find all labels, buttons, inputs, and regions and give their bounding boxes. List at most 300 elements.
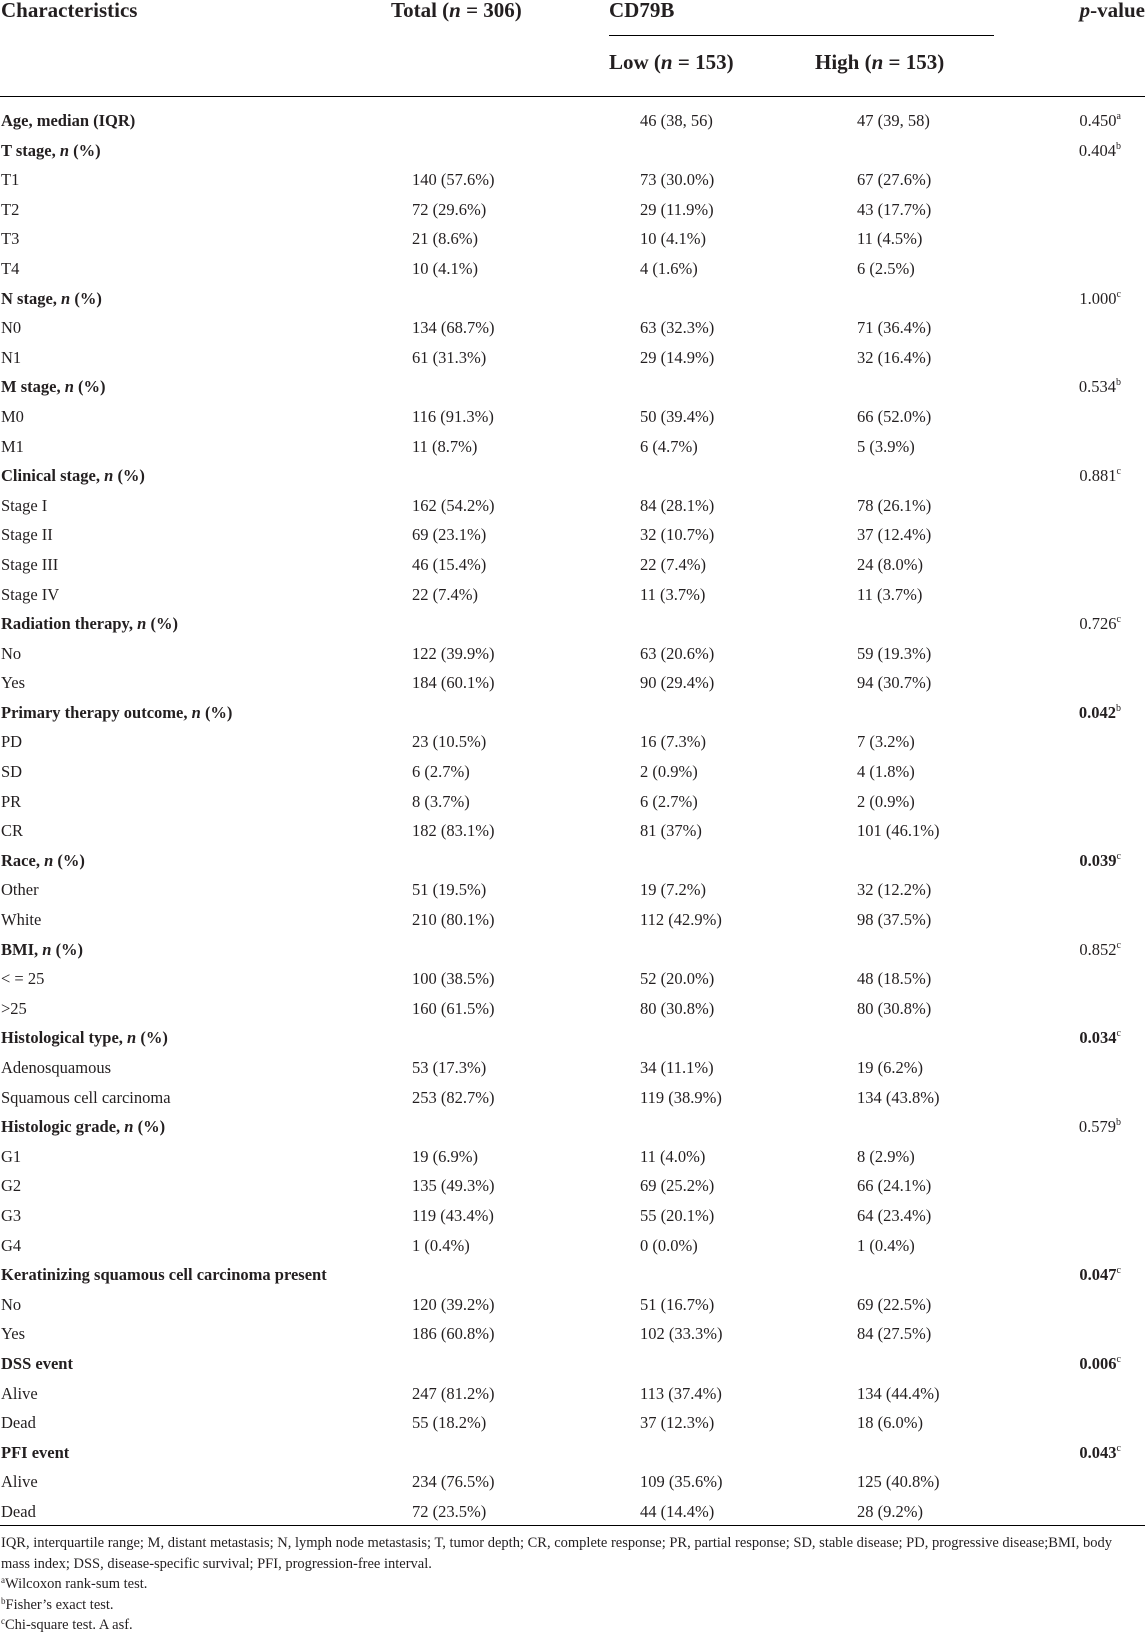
- pvalue-cell: [1079, 372, 1121, 402]
- total-cell: 1 (0.4%): [412, 1235, 470, 1255]
- pvalue-text: 0.881: [1079, 466, 1117, 486]
- row-label-text: G2: [1, 1176, 22, 1196]
- high-cell: 6 (2.5%): [857, 258, 915, 278]
- low-cell: 84 (28.1%): [640, 495, 715, 515]
- row-label: [1, 491, 47, 521]
- pvalue-cell: [1079, 106, 1121, 136]
- high-cell: 47 (39, 58): [857, 111, 930, 130]
- category-row: [0, 698, 1145, 728]
- table-row: [0, 1171, 1145, 1201]
- low-cell: 51 (16.7%): [640, 1294, 715, 1314]
- low-cell: 69 (25.2%): [640, 1176, 715, 1196]
- category-row: [0, 1112, 1145, 1142]
- row-label: [1, 461, 145, 491]
- low-cell: 29 (11.9%): [640, 199, 714, 219]
- row-label-suffix: (%): [133, 1117, 166, 1137]
- table-row: [0, 195, 1145, 225]
- category-row: [0, 461, 1145, 491]
- total-cell: 53 (17.3%): [412, 1058, 487, 1077]
- high-cell: 19 (6.2%): [857, 1058, 923, 1077]
- row-label-text: G4: [1, 1235, 22, 1255]
- category-row: [0, 609, 1145, 639]
- pvalue-cell: [1079, 1112, 1121, 1142]
- row-label: [1, 935, 83, 965]
- row-label-text: T1: [1, 170, 20, 190]
- pvalue-footnote-marker: c: [1116, 466, 1121, 478]
- row-label-n: n: [59, 140, 70, 160]
- row-label-text: No: [1, 643, 22, 663]
- category-row: [0, 935, 1145, 965]
- low-cell: 22 (7.4%): [640, 554, 706, 574]
- category-row: [0, 284, 1145, 314]
- high-cell: 125 (40.8%): [857, 1472, 940, 1492]
- table-row: [0, 165, 1145, 195]
- high-cell: 80 (30.8%): [857, 998, 932, 1018]
- row-label-text: N1: [1, 347, 22, 367]
- row-label: [1, 195, 19, 225]
- pvalue-text: 0.006: [1079, 1353, 1117, 1373]
- row-label: [1, 343, 21, 373]
- footnote-c-marker: c: [1, 1616, 5, 1626]
- table-footnotes: [1, 1533, 1131, 1636]
- row-label: [1, 846, 85, 876]
- row-label-text: Squamous cell carcinoma: [1, 1087, 171, 1107]
- table-row: [0, 875, 1145, 905]
- pvalue-footnote-marker: c: [1116, 1265, 1121, 1277]
- row-label-suffix: (%): [53, 850, 85, 870]
- footnote-abbreviations: IQR, interquartile range; M, distant metastasis; N, lymph node metastasis; T, tumor depth; CR, complete response; PR, partial response; SD, stable disease; PD, progressive disease;BMI, body mass index; DSS, disease-specific survival; PFI, progression-free interval.: [1, 1535, 1112, 1572]
- row-label-text: No: [1, 1294, 22, 1314]
- row-label-text: N stage,: [1, 288, 62, 308]
- row-label: [1, 609, 178, 639]
- high-cell: 64 (23.4%): [857, 1205, 932, 1225]
- high-cell: 71 (36.4%): [857, 318, 932, 338]
- high-cell: 11 (3.7%): [857, 584, 923, 604]
- row-label: [1, 432, 24, 462]
- row-label: [1, 1171, 21, 1201]
- low-cell: 34 (11.1%): [640, 1058, 714, 1077]
- low-cell: 0 (0.0%): [640, 1235, 698, 1255]
- pvalue-text: 0.726: [1079, 614, 1117, 634]
- row-label: [1, 520, 53, 550]
- total-cell: 100 (38.5%): [412, 969, 495, 989]
- row-label-text: DSS event: [1, 1353, 73, 1373]
- pvalue-cell: [1079, 935, 1121, 965]
- category-row: [0, 1023, 1145, 1053]
- row-label-text: Alive: [1, 1383, 38, 1403]
- table-bottom-rule: [0, 1525, 1145, 1526]
- row-label: [1, 757, 22, 787]
- low-cell: 37 (12.3%): [640, 1413, 715, 1433]
- row-label: [1, 1083, 171, 1113]
- row-label-text: G3: [1, 1205, 22, 1225]
- total-cell: 234 (76.5%): [412, 1472, 495, 1492]
- table-row: [0, 964, 1145, 994]
- row-label-text: Stage III: [1, 554, 59, 574]
- high-cell: 32 (12.2%): [857, 880, 932, 900]
- row-label: [1, 1319, 25, 1349]
- row-label: [1, 1231, 21, 1261]
- table-row: [0, 343, 1145, 373]
- table-row: [0, 905, 1145, 935]
- row-label-suffix: (%): [51, 939, 84, 959]
- header-cd79b: [609, 0, 674, 23]
- pvalue-text: 0.404: [1078, 140, 1116, 160]
- row-label: [1, 787, 21, 817]
- low-cell: 44 (14.4%): [640, 1501, 715, 1521]
- pvalue-footnote-marker: c: [1116, 288, 1121, 300]
- pvalue-cell: [1079, 609, 1121, 639]
- header-low-n: n: [660, 50, 673, 74]
- table-row: [0, 757, 1145, 787]
- low-cell: 113 (37.4%): [640, 1383, 722, 1403]
- row-label: [1, 875, 39, 905]
- category-row: [0, 1349, 1145, 1379]
- row-label-text: T stage,: [1, 140, 60, 160]
- row-label: [1, 964, 44, 994]
- table-row: [0, 1290, 1145, 1320]
- row-label-text: T2: [1, 199, 20, 219]
- total-cell: 135 (49.3%): [412, 1176, 495, 1196]
- header-pvalue-p: p: [1079, 0, 1091, 22]
- low-cell: 19 (7.2%): [640, 880, 706, 900]
- row-label-suffix: (%): [70, 288, 102, 308]
- table-row: [0, 491, 1145, 521]
- pvalue-text: 0.579: [1078, 1117, 1116, 1137]
- row-label-suffix: (%): [69, 140, 101, 160]
- table-row: [0, 816, 1145, 846]
- pvalue-cell: [1079, 461, 1121, 491]
- row-label: [1, 224, 19, 254]
- total-cell: 247 (81.2%): [412, 1383, 495, 1403]
- row-label: [1, 698, 232, 728]
- table-row: [0, 1497, 1145, 1527]
- total-cell: 140 (57.6%): [412, 170, 495, 190]
- footnote-a-text: Wilcoxon rank-sum test.: [5, 1576, 148, 1592]
- table-row: [0, 224, 1145, 254]
- header-pvalue-suffix: -value: [1090, 0, 1145, 22]
- category-row: [0, 846, 1145, 876]
- row-label: [1, 1467, 38, 1497]
- table-row: [0, 1467, 1145, 1497]
- header-characteristics: [1, 0, 137, 23]
- row-label-text: Race,: [1, 850, 45, 870]
- high-cell: 18 (6.0%): [857, 1413, 923, 1433]
- header-low-prefix: Low (: [609, 50, 661, 74]
- pvalue-cell: [1079, 1023, 1121, 1053]
- low-cell: 109 (35.6%): [640, 1472, 723, 1492]
- high-cell: 37 (12.4%): [857, 525, 932, 545]
- row-label: [1, 816, 23, 846]
- table-row: [0, 1083, 1145, 1113]
- row-label: [1, 1408, 36, 1438]
- total-cell: 120 (39.2%): [412, 1294, 495, 1314]
- pvalue-cell: [1079, 1260, 1121, 1290]
- row-label-text: Alive: [1, 1472, 38, 1492]
- high-cell: 8 (2.9%): [857, 1146, 915, 1166]
- row-label: [1, 1260, 327, 1290]
- row-label-text: < = 25: [1, 969, 45, 989]
- row-label-text: Primary therapy outcome,: [1, 702, 192, 722]
- row-label: [1, 905, 41, 935]
- total-cell: 134 (68.7%): [412, 318, 495, 338]
- high-cell: 66 (52.0%): [857, 406, 932, 426]
- row-label: [1, 372, 106, 402]
- pvalue-text: 0.042: [1078, 702, 1116, 722]
- header-pvalue: [1080, 0, 1145, 23]
- total-cell: 182 (83.1%): [412, 821, 495, 841]
- row-label: [1, 1201, 21, 1231]
- table-row: [0, 1379, 1145, 1409]
- row-label-text: PD: [1, 732, 23, 752]
- category-row: [0, 1438, 1145, 1468]
- cd79b-underline: [609, 35, 994, 36]
- high-cell: 28 (9.2%): [857, 1501, 923, 1521]
- table-row: [0, 639, 1145, 669]
- pvalue-text: 0.034: [1079, 1028, 1117, 1048]
- pvalue-footnote-marker: b: [1116, 702, 1121, 714]
- row-label-text: >25: [1, 998, 27, 1018]
- low-cell: 55 (20.1%): [640, 1205, 715, 1225]
- low-cell: 4 (1.6%): [640, 258, 698, 278]
- total-cell: 51 (19.5%): [412, 880, 487, 900]
- row-label-text: BMI,: [1, 939, 43, 959]
- table-row: [0, 1319, 1145, 1349]
- high-cell: 94 (30.7%): [857, 673, 932, 693]
- footnote-b-marker: b: [1, 1595, 6, 1606]
- total-cell: 253 (82.7%): [412, 1087, 495, 1107]
- row-label-text: N0: [1, 318, 22, 338]
- row-label: [1, 402, 24, 432]
- table-row: [0, 668, 1145, 698]
- pvalue-footnote-marker: b: [1116, 140, 1121, 152]
- total-cell: 72 (23.5%): [412, 1501, 487, 1521]
- header-bottom-rule: [0, 96, 1145, 97]
- row-label-text: White: [1, 910, 42, 930]
- table-row: [0, 402, 1145, 432]
- row-label-text: M0: [1, 406, 24, 426]
- row-label-text: T4: [1, 258, 20, 278]
- pvalue-text: 0.047: [1079, 1265, 1117, 1285]
- row-label-text: T3: [1, 229, 20, 249]
- low-cell: 52 (20.0%): [640, 969, 715, 989]
- row-label-n: n: [137, 614, 147, 634]
- row-label-suffix: (%): [200, 702, 233, 722]
- row-label-text: SD: [1, 762, 23, 782]
- header-total: [391, 0, 522, 23]
- row-label-n: n: [44, 850, 54, 870]
- total-cell: 210 (80.1%): [412, 910, 495, 930]
- header-high-prefix: High (: [815, 50, 872, 74]
- high-cell: 2 (0.9%): [857, 791, 915, 811]
- low-cell: 63 (32.3%): [640, 318, 715, 338]
- footnote-a-marker: a: [1, 1575, 5, 1585]
- table-row: [0, 994, 1145, 1024]
- row-label: [1, 639, 21, 669]
- total-cell: 61 (31.3%): [412, 347, 487, 367]
- table-body: [0, 106, 1145, 1527]
- table-row: [0, 1201, 1145, 1231]
- row-label: [1, 254, 19, 284]
- pvalue-cell: [1079, 1438, 1121, 1468]
- table-row: [0, 727, 1145, 757]
- row-label-text: Stage I: [1, 495, 48, 515]
- low-cell: 80 (30.8%): [640, 998, 715, 1018]
- pvalue-text: 0.039: [1079, 850, 1117, 870]
- footnote-b-text: Fisher’s exact test.: [5, 1596, 114, 1613]
- row-label-suffix: (%): [73, 377, 106, 397]
- header-high-n: n: [871, 50, 884, 74]
- row-label-n: n: [64, 377, 74, 397]
- row-label-n: n: [191, 702, 201, 722]
- table-row: [0, 520, 1145, 550]
- pvalue-cell: [1079, 136, 1121, 166]
- low-cell: 6 (4.7%): [640, 436, 698, 456]
- row-label: [1, 1349, 73, 1379]
- row-label-text: Dead: [1, 1413, 36, 1433]
- low-cell: 112 (42.9%): [640, 910, 722, 930]
- row-label: [1, 550, 58, 580]
- low-cell: 63 (20.6%): [640, 643, 715, 663]
- total-cell: 46 (15.4%): [412, 554, 487, 574]
- high-cell: 66 (24.1%): [857, 1176, 932, 1196]
- header-total-prefix: Total (: [391, 0, 450, 22]
- footnote-b: [1, 1595, 1131, 1616]
- low-cell: 46 (38, 56): [640, 111, 713, 130]
- total-cell: 116 (91.3%): [412, 406, 494, 426]
- total-cell: 55 (18.2%): [412, 1413, 487, 1433]
- table-row: [0, 1231, 1145, 1261]
- row-label-text: Stage II: [1, 525, 53, 545]
- pvalue-text: 0.852: [1079, 939, 1117, 959]
- total-cell: 186 (60.8%): [412, 1324, 495, 1344]
- low-cell: 2 (0.9%): [640, 762, 698, 782]
- row-label: [1, 580, 59, 610]
- low-cell: 50 (39.4%): [640, 406, 715, 426]
- row-label-text: Keratinizing squamous cell carcinoma present: [1, 1265, 327, 1285]
- low-cell: 32 (10.7%): [640, 525, 715, 545]
- pvalue-footnote-marker: c: [1116, 614, 1121, 626]
- row-label-n: n: [127, 1028, 137, 1048]
- total-cell: 119 (43.4%): [412, 1205, 494, 1225]
- pvalue-footnote-marker: c: [1116, 1028, 1121, 1040]
- high-cell: 67 (27.6%): [857, 170, 932, 190]
- pvalue-footnote-marker: c: [1116, 1442, 1121, 1454]
- row-label-text: Clinical stage,: [1, 466, 105, 486]
- row-label: [1, 136, 101, 166]
- high-cell: 5 (3.9%): [857, 436, 915, 456]
- pvalue-cell: [1079, 846, 1121, 876]
- row-label-text: CR: [1, 821, 24, 841]
- high-cell: 4 (1.8%): [857, 762, 915, 782]
- header-characteristics-label: Characteristics: [1, 0, 138, 22]
- header-total-n: n: [449, 0, 461, 22]
- low-cell: 29 (14.9%): [640, 347, 715, 367]
- pvalue-footnote-marker: c: [1116, 850, 1121, 862]
- row-label-suffix: (%): [136, 1028, 168, 1048]
- table-row: [0, 1142, 1145, 1172]
- pvalue-cell: [1079, 284, 1121, 314]
- low-cell: 102 (33.3%): [640, 1324, 723, 1344]
- high-cell: 84 (27.5%): [857, 1324, 932, 1344]
- row-label-text: Stage IV: [1, 584, 60, 604]
- high-cell: 43 (17.7%): [857, 199, 932, 219]
- row-label: [1, 1053, 111, 1083]
- total-cell: 160 (61.5%): [412, 998, 495, 1018]
- high-cell: 134 (43.8%): [857, 1087, 940, 1107]
- high-cell: 98 (37.5%): [857, 910, 932, 930]
- category-row: [0, 136, 1145, 166]
- row-label: [1, 1112, 165, 1142]
- high-cell: 69 (22.5%): [857, 1294, 932, 1314]
- row-label-text: Adenosquamous: [1, 1058, 111, 1077]
- footnote-c: [1, 1615, 1131, 1636]
- total-cell: 69 (23.1%): [412, 525, 487, 545]
- row-label-text: M stage,: [1, 377, 65, 397]
- row-label-n: n: [42, 939, 52, 959]
- row-label: [1, 165, 19, 195]
- pvalue-footnote-marker: a: [1116, 111, 1121, 122]
- footnote-a: [1, 1574, 1131, 1595]
- header-total-suffix: = 306): [460, 0, 522, 22]
- total-cell: 8 (3.7%): [412, 791, 470, 811]
- row-label-text: M1: [1, 436, 24, 456]
- row-label-text: Histologic grade,: [1, 1117, 125, 1137]
- pvalue-footnote-marker: c: [1116, 939, 1121, 951]
- low-cell: 119 (38.9%): [640, 1087, 722, 1107]
- table-row: [0, 1408, 1145, 1438]
- table-header: [0, 0, 1145, 96]
- low-cell: 73 (30.0%): [640, 170, 715, 190]
- row-label: [1, 284, 102, 314]
- pvalue-footnote-marker: c: [1116, 1353, 1121, 1365]
- total-cell: 21 (8.6%): [412, 229, 478, 249]
- pvalue-footnote-marker: b: [1116, 377, 1121, 389]
- high-cell: 48 (18.5%): [857, 969, 932, 989]
- low-cell: 10 (4.1%): [640, 229, 706, 249]
- row-label-n: n: [124, 1117, 134, 1137]
- pvalue-footnote-marker: b: [1116, 1117, 1121, 1129]
- low-cell: 81 (37%): [640, 821, 702, 841]
- total-cell: 162 (54.2%): [412, 495, 495, 515]
- total-cell: 22 (7.4%): [412, 584, 478, 604]
- category-row: [0, 106, 1145, 136]
- total-cell: 184 (60.1%): [412, 673, 495, 693]
- row-label-n: n: [61, 288, 71, 308]
- row-label-suffix: (%): [113, 466, 145, 486]
- total-cell: 122 (39.9%): [412, 643, 495, 663]
- row-label: [1, 1023, 168, 1053]
- high-cell: 32 (16.4%): [857, 347, 932, 367]
- footnote-c-text: Chi-square test. A asf.: [5, 1617, 133, 1633]
- table-row: [0, 580, 1145, 610]
- low-cell: 11 (4.0%): [640, 1146, 706, 1166]
- row-label-text: Age, median (IQR): [1, 111, 136, 130]
- row-label: [1, 1142, 21, 1172]
- row-label: [1, 668, 25, 698]
- low-cell: 90 (29.4%): [640, 673, 715, 693]
- header-low-suffix: = 153): [672, 50, 734, 74]
- total-cell: 72 (29.6%): [412, 199, 487, 219]
- table-row: [0, 432, 1145, 462]
- row-label: [1, 727, 22, 757]
- pvalue-text: 0.534: [1078, 377, 1116, 397]
- high-cell: 59 (19.3%): [857, 643, 932, 663]
- row-label-suffix: (%): [146, 614, 178, 634]
- low-cell: 11 (3.7%): [640, 584, 706, 604]
- row-label: [1, 1497, 36, 1527]
- high-cell: 101 (46.1%): [857, 821, 940, 841]
